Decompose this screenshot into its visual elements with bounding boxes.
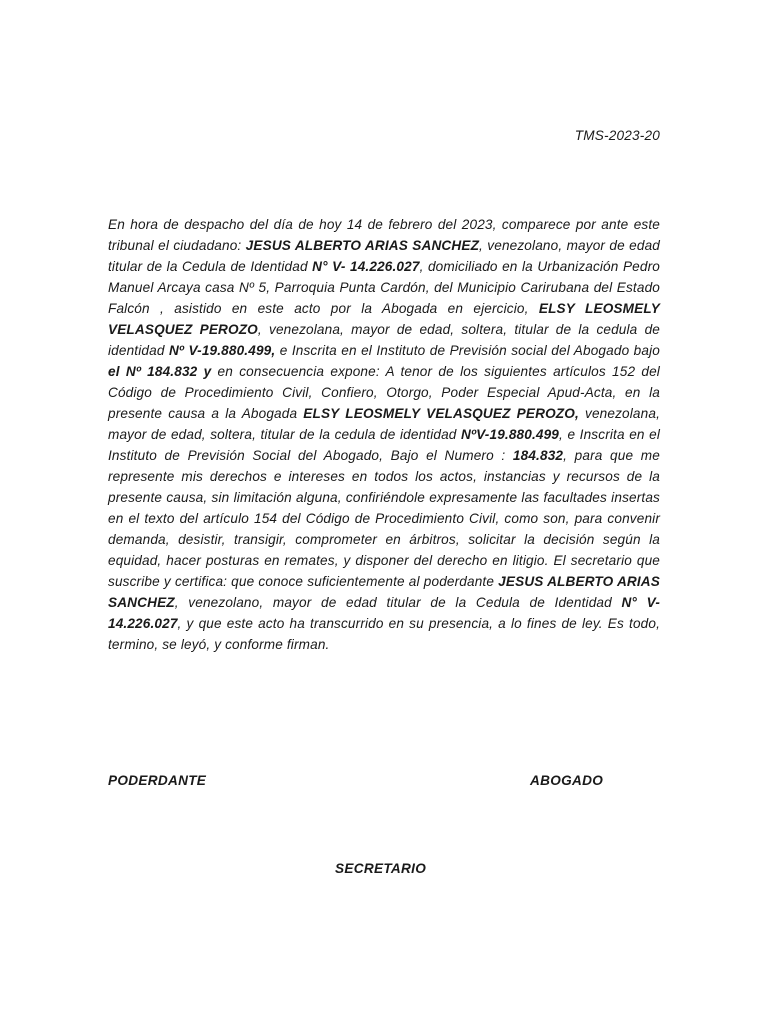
- body-text-run: , venezolana, mayor de edad, soltera, titular de la cedula de identidad: [108, 322, 660, 358]
- body-text-run: , venezolano, mayor de edad titular de la Cedula de Identidad: [174, 595, 622, 610]
- body-bold-run: 184.832: [512, 448, 564, 463]
- body-text-run: e Inscrita en el Instituto de Previsión social del Abogado bajo: [275, 343, 660, 358]
- body-text-run: , venezolano, mayor de edad titular de la Cedula de Identidad: [108, 238, 661, 274]
- body-bold-run: N° V- 14.226.027: [108, 595, 660, 631]
- body-bold-run: NºV-19.880.499: [461, 427, 560, 442]
- body-bold-run: ELSY LEOSMELY VELASQUEZ PEROZO: [108, 301, 660, 337]
- signature-label-secretario: SECRETARIO: [335, 861, 427, 876]
- signature-label-abogado: ABOGADO: [530, 773, 604, 788]
- body-bold-run: Nº V-19.880.499,: [168, 343, 276, 358]
- body-bold-run: ELSY LEOSMELY VELASQUEZ PEROZO,: [303, 406, 579, 421]
- body-text-run: venezolana, mayor de edad, soltera, titular de la cedula de identidad: [108, 406, 660, 442]
- body-text-run: en consecuencia expone: A tenor de los siguientes artículos 152 del Código de Procedimiento Civil, Confiero, Otorgo, Poder Especial Apud-Acta, en la presente causa a la Abogada: [108, 364, 660, 421]
- body-text-run: , y que este acto ha transcurrido en su presencia, a lo fines de ley. Es todo, termino, se leyó, y conforme firman.: [108, 616, 660, 652]
- signature-label-poderdante: PODERDANTE: [108, 773, 207, 788]
- body-text-run: , para que me represente mis derechos e intereses en todos los actos, instancias y recursos de la presente causa, sin limitación alguna, confiriéndole expresamente las facultades insertas en el texto del artículo 154 del Código de Procedimiento Civil, como son, para convenir demanda, desistir, transigir, comprometer en árbitros, solicitar la decisión según la equidad, hacer posturas en remates, y disponer del derecho en litigio. El secretario que suscribe y certifica: que conoce suficientemente al poderdante: [108, 448, 660, 589]
- body-bold-run: el Nº 184.832 y: [108, 364, 212, 379]
- body-text-run: En hora de despacho del día de hoy 14 de febrero del 2023, comparece por ante este tribunal el ciudadano:: [108, 217, 660, 253]
- document-reference-number: TMS-2023-20: [574, 128, 660, 143]
- body-bold-run: JESUS ALBERTO ARIAS SANCHEZ: [108, 574, 660, 610]
- body-bold-run: N° V- 14.226.027: [312, 259, 420, 274]
- body-bold-run: JESUS ALBERTO ARIAS SANCHEZ: [245, 238, 480, 253]
- document-body-paragraph: [108, 214, 660, 655]
- body-text-run: , domiciliado en la Urbanización Pedro Manuel Arcaya casa Nº 5, Parroquia Punta Cardón, del Municipio Carirubana del Estado Falcón , asistido en este acto por la Abogada en ejercicio,: [108, 259, 660, 316]
- body-text-run: , e Inscrita en el Instituto de Previsión Social del Abogado, Bajo el Numero :: [108, 427, 660, 463]
